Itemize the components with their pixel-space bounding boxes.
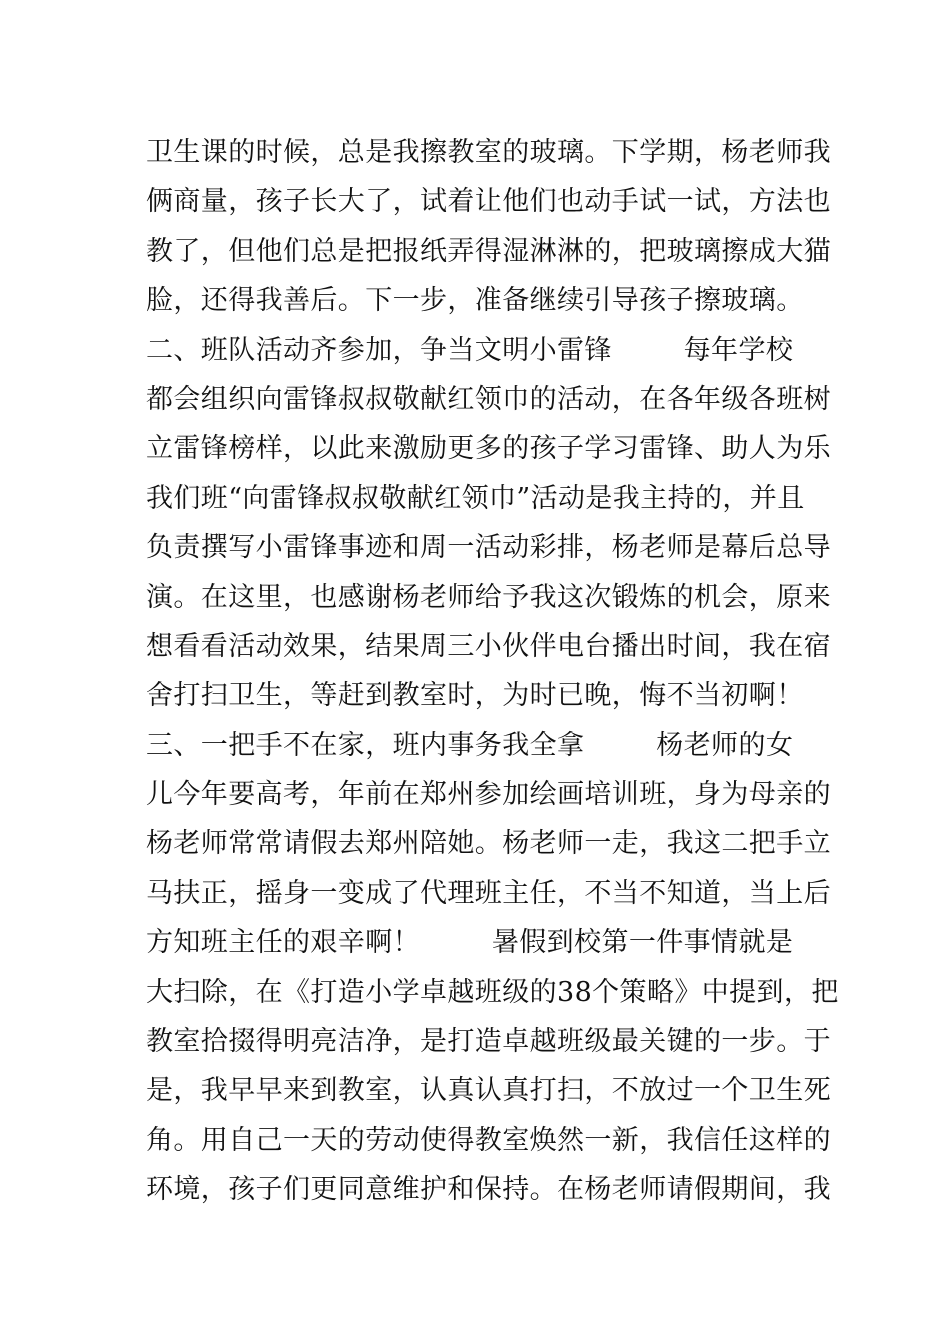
text-line: 方知班主任的艰辛啊！ 暑假到校第一件事情就是 bbox=[146, 927, 794, 959]
text-line: 俩商量，孩子长大了，试着让他们也动手试一试，方法也 bbox=[146, 186, 831, 218]
text-line: 杨老师常常请假去郑州陪她。杨老师一走，我这二把手立 bbox=[146, 828, 831, 860]
text-line: 想看看活动效果，结果周三小伙伴电台播出时间，我在宿 bbox=[146, 630, 831, 662]
body-text bbox=[146, 128, 839, 1215]
text-line: 角。用自己一天的劳动使得教室焕然一新，我信任这样的 bbox=[146, 1124, 831, 1156]
text-line: 是，我早早来到教室，认真认真打扫，不放过一个卫生死 bbox=[146, 1075, 831, 1107]
section-heading-line: 二、班队活动齐参加，争当文明小雷锋 每年学校 bbox=[146, 334, 794, 366]
text-line: 负责撰写小雷锋事迹和周一活动彩排，杨老师是幕后总导 bbox=[146, 532, 831, 564]
text-line: 大扫除，在《打造小学卓越班级的38个策略》中提到，把 bbox=[146, 976, 839, 1008]
text-line: 我们班“向雷锋叔叔敬献红领巾”活动是我主持的，并且 bbox=[146, 482, 805, 514]
text-line: 演。在这里，也感谢杨老师给予我这次锻炼的机会，原来 bbox=[146, 581, 831, 613]
text-line: 卫生课的时候，总是我擦教室的玻璃。下学期，杨老师我 bbox=[146, 137, 831, 168]
text-line: 教室拾掇得明亮洁净，是打造卓越班级最关键的一步。于 bbox=[146, 1026, 831, 1058]
text-line: 都会组织向雷锋叔叔敬献红领巾的活动，在各年级各班树 bbox=[146, 383, 831, 415]
text-line: 环境，孩子们更同意维护和保持。在杨老师请假期间，我 bbox=[146, 1174, 831, 1206]
section-heading-line: 三、一把手不在家，班内事务我全拿 杨老师的女 bbox=[146, 729, 794, 761]
text-line: 舍打扫卫生，等赶到教室时，为时已晚，悔不当初啊！ bbox=[146, 680, 804, 712]
text-line: 儿今年要高考，年前在郑州参加绘画培训班，身为母亲的 bbox=[146, 779, 831, 811]
text-line: 脸，还得我善后。下一步，准备继续引导孩子擦玻璃。 bbox=[146, 285, 804, 317]
text-line: 立雷锋榜样，以此来激励更多的孩子学习雷锋、助人为乐 bbox=[146, 433, 831, 465]
text-line: 教了，但他们总是把报纸弄得湿淋淋的，把玻璃擦成大猫 bbox=[146, 235, 831, 267]
text-line: 马扶正，摇身一变成了代理班主任，不当不知道，当上后 bbox=[146, 877, 831, 909]
